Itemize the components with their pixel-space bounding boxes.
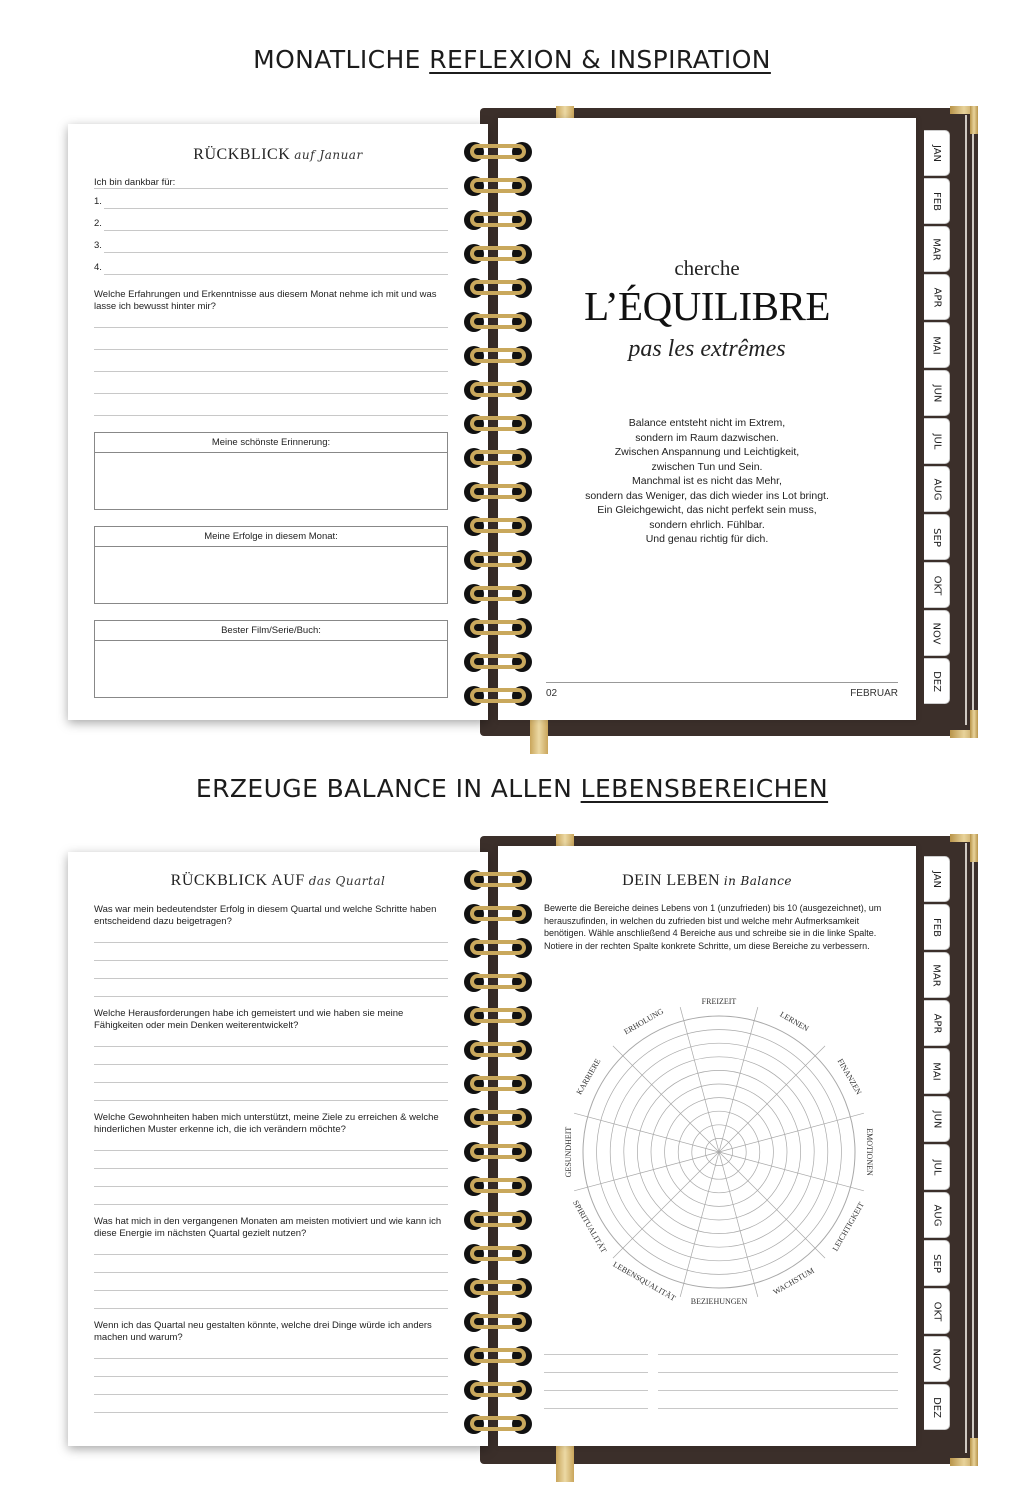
answer-line[interactable] — [104, 208, 448, 209]
spiral-ring — [464, 616, 532, 640]
spiral-ring — [464, 1242, 532, 1266]
spiral-ring — [464, 412, 532, 436]
spiral-ring — [464, 242, 532, 266]
ring-wire — [470, 1280, 526, 1295]
title-script: in Balance — [723, 874, 792, 888]
quarter-question: Wenn ich das Quartal neu gestalten könnte, welche drei Dinge würde ich anders machen und warum? — [94, 1320, 432, 1343]
ring-wire — [470, 1382, 526, 1397]
spiral-ring — [464, 1344, 532, 1368]
ring-wire — [470, 1416, 526, 1431]
month-tab-mai[interactable] — [924, 1048, 950, 1094]
wheel-spoke — [719, 1152, 758, 1297]
section-title-plain: ERZEUGE BALANCE IN ALLEN — [195, 774, 573, 803]
answer-line[interactable] — [94, 327, 448, 328]
month-tab-label: OKT — [930, 1301, 942, 1321]
answer-line[interactable] — [94, 349, 448, 350]
wheel-label-erholung: ERHOLUNG — [622, 1006, 665, 1037]
month-tab-label: JAN — [930, 144, 942, 162]
month-tab-jul[interactable] — [924, 418, 950, 464]
answer-line[interactable] — [94, 1358, 448, 1359]
gold-corner — [970, 834, 978, 862]
ring-wire — [470, 620, 526, 635]
ring-wire — [470, 654, 526, 669]
month-tab-dez[interactable] — [924, 1384, 950, 1430]
ring-wire — [470, 144, 526, 159]
quote-headline: L’ÉQUILIBRE — [584, 283, 830, 329]
ring-wire — [470, 212, 526, 227]
ring-wire — [470, 450, 526, 465]
media-box[interactable] — [94, 620, 448, 698]
spiral-ring — [464, 970, 532, 994]
month-tab-okt[interactable] — [924, 1288, 950, 1334]
ring-wire — [470, 484, 526, 499]
ring-wire — [470, 1246, 526, 1261]
wheel-spoke — [719, 1152, 864, 1191]
area-line[interactable] — [544, 1372, 648, 1373]
spiral-ring — [464, 650, 532, 674]
month-tab-label: FEB — [931, 917, 942, 937]
section-title-plain: MONATLICHE — [253, 45, 421, 74]
answer-line[interactable] — [94, 960, 448, 961]
month-tab-label: NOV — [931, 621, 942, 645]
wheel-label-freizeit: FREIZEIT — [701, 996, 737, 1006]
page-title: RÜCKBLICK AUF das Quartal — [170, 872, 386, 889]
spiral-ring — [464, 582, 532, 606]
bookmark-ribbon[interactable] — [556, 1446, 574, 1482]
wheel-label-lebensqualität: LEBENSQUALITÄT — [611, 1259, 678, 1303]
month-tab-nov[interactable] — [924, 1336, 950, 1382]
spiral-ring — [464, 1140, 532, 1164]
gold-corner — [970, 1438, 978, 1466]
wheel-label-karriere: KARRIERE — [574, 1057, 603, 1097]
answer-line[interactable] — [104, 252, 448, 253]
answer-line[interactable] — [104, 230, 448, 231]
month-tab-label: JUN — [931, 1110, 942, 1128]
body-line: sondern im Raum dazwischen. — [635, 431, 779, 444]
spiral-ring — [464, 1412, 532, 1436]
quarter-question: Was hat mich in den vergangenen Monaten am meisten motiviert und wie kann ich diese Energie im nächsten Quartal gezielt nutzen? — [94, 1216, 442, 1239]
wheel-label-spiritualität: SPIRITUALITÄT — [570, 1198, 609, 1255]
spiral-ring — [464, 1310, 532, 1334]
answer-line[interactable] — [94, 1412, 448, 1413]
ring-wire — [470, 552, 526, 567]
month-tab-apr[interactable] — [924, 1000, 950, 1046]
month-label: FEBRUAR — [850, 688, 898, 699]
right-page — [498, 118, 916, 720]
body-line: Zwischen Anspannung und Leichtigkeit, — [614, 446, 800, 458]
answer-line[interactable] — [94, 371, 448, 372]
wheel-label-finanzen: FINANZEN — [835, 1057, 864, 1097]
month-tab-label: JUL — [931, 1159, 942, 1175]
spiral-ring — [464, 936, 532, 960]
wheel-spoke — [613, 1046, 719, 1152]
month-tab-label: AUG — [930, 1204, 942, 1226]
spiral-ring — [464, 684, 532, 708]
box-heading: Meine Erfolge in diesem Monat: — [95, 527, 447, 547]
ring-wire — [470, 1110, 526, 1125]
month-tab-jan[interactable] — [924, 856, 950, 902]
answer-line[interactable] — [94, 978, 448, 979]
body-line: sondern ehrlich. Fühlbar. — [649, 518, 765, 531]
cover-edge-line — [972, 843, 974, 1453]
body-line: Ein Gleichgewicht, das nicht perfekt sein muss, — [597, 504, 817, 516]
body-line: sondern das Weniger, das dich wieder ins Lot bringt. — [585, 489, 829, 502]
section-title-underlined: REFLEXION & INSPIRATION — [429, 45, 771, 74]
wheel-label-leichtigkeit: LEICHTIGKEIT — [830, 1200, 867, 1253]
wheel-spoke — [719, 1152, 825, 1258]
answer-line[interactable] — [94, 1064, 448, 1065]
bookmark-ribbon[interactable] — [530, 718, 548, 754]
life-balance-wheel — [498, 978, 916, 1318]
body-line: Balance entsteht nicht im Extrem, — [628, 417, 786, 429]
month-tab-jun[interactable] — [924, 370, 950, 416]
section-title-reflexion — [0, 45, 1024, 74]
answer-line[interactable] — [94, 1204, 448, 1205]
spiral-ring — [464, 868, 532, 892]
month-tab-label: MAR — [930, 963, 942, 987]
area-line[interactable] — [544, 1354, 648, 1355]
answer-line[interactable] — [94, 1272, 448, 1273]
wheel-label-gesundheit: GESUNDHEIT — [563, 1126, 573, 1178]
cover-edge-line — [965, 843, 967, 1453]
spiral-ring — [464, 514, 532, 538]
month-tab-jul[interactable] — [924, 1144, 950, 1190]
spiral-ring — [464, 1174, 532, 1198]
area-line[interactable] — [544, 1390, 648, 1391]
month-tab-label: JAN — [930, 870, 942, 888]
spiral-ring — [464, 548, 532, 572]
quarter-question: Welche Herausforderungen habe ich gemeistert und wie haben sie meine Fähigkeiten oder mein Denken weiterentwickelt? — [94, 1008, 404, 1031]
ring-wire — [470, 1348, 526, 1363]
gold-corner — [970, 710, 978, 738]
ring-wire — [470, 906, 526, 921]
month-tab-label: DEZ — [931, 1396, 942, 1418]
ring-wire — [470, 1212, 526, 1227]
ring-wire — [470, 1314, 526, 1329]
footer-rule — [546, 682, 898, 683]
wheel-label-wachstum: WACHSTUM — [771, 1265, 816, 1297]
wheel-spoke — [719, 1046, 825, 1152]
spiral-ring — [464, 1276, 532, 1300]
month-tab-feb[interactable] — [924, 178, 950, 224]
month-tab-label: AUG — [930, 478, 942, 500]
grateful-item-number: 2. — [94, 218, 102, 229]
ring-wire — [470, 382, 526, 397]
month-tab-feb[interactable] — [924, 904, 950, 950]
ring-wire — [470, 1076, 526, 1091]
wheel-spoke — [680, 1007, 719, 1152]
answer-line[interactable] — [94, 996, 448, 997]
answer-line[interactable] — [94, 393, 448, 394]
body-line: Und genau richtig für dich. — [645, 533, 769, 545]
answer-line[interactable] — [94, 1376, 448, 1377]
ring-wire — [470, 246, 526, 261]
ring-wire — [470, 178, 526, 193]
ring-wire — [470, 1008, 526, 1023]
body-line: Manchmal ist es nicht das Mehr, — [632, 475, 782, 487]
grateful-item-number: 4. — [94, 262, 102, 273]
wheel-spoke — [574, 1113, 719, 1152]
box-heading: Meine schönste Erinnerung: — [95, 433, 447, 453]
month-tab-label: MAI — [930, 1061, 942, 1081]
answer-line[interactable] — [94, 1168, 448, 1169]
intro-text: Bewerte die Bereiche deines Lebens von 1 (unzufrieden) bis 10 (ausgezeichnet), um herauszufinden, in welchen du zufrieden bist und welche mehr Aufmerksamkeit benötigen. Wähle anschließend 4 Bereiche aus und schreibe sie in die linke Spalte. Notiere in der rechten Spalte konkrete Schritte, um diese Bereiche zu verbessern. — [544, 903, 882, 951]
month-tab-aug[interactable] — [924, 1192, 950, 1238]
ring-wire — [470, 688, 526, 703]
spiral-ring — [464, 344, 532, 368]
month-tab-label: DEZ — [931, 670, 942, 692]
ring-wire — [470, 974, 526, 989]
month-tab-label: JUL — [931, 433, 942, 449]
month-tab-label: MAR — [930, 237, 942, 261]
quote-small: cherche — [674, 256, 740, 280]
quarter-question: Was war mein bedeutendster Erfolg in diesem Quartal und welche Schritte haben entscheidend dazu beigetragen? — [94, 904, 437, 927]
month-tab-nov[interactable] — [924, 610, 950, 656]
answer-line[interactable] — [94, 1290, 448, 1291]
month-tab-okt[interactable] — [924, 562, 950, 608]
spiral-ring — [464, 1378, 532, 1402]
month-tab-sep[interactable] — [924, 1240, 950, 1286]
area-line[interactable] — [544, 1408, 648, 1409]
ring-wire — [470, 1042, 526, 1057]
quote-italic: pas les extrêmes — [628, 336, 786, 362]
section-title-balance — [0, 774, 1024, 803]
ring-wire — [470, 940, 526, 955]
month-tab-dez[interactable] — [924, 658, 950, 704]
wheel-spoke — [613, 1152, 719, 1258]
month-tab-label: SEP — [930, 527, 942, 547]
month-tab-mai[interactable] — [924, 322, 950, 368]
ring-wire — [470, 348, 526, 363]
left-page — [68, 124, 488, 720]
answer-line[interactable] — [94, 415, 448, 416]
step-line[interactable] — [658, 1390, 898, 1391]
title-script: auf Januar — [294, 148, 363, 162]
month-tab-label: OKT — [930, 575, 942, 595]
page-title: DEIN LEBEN in Balance — [622, 872, 792, 889]
spiral-ring — [464, 140, 532, 164]
spiral-ring — [464, 174, 532, 198]
ring-wire — [470, 1178, 526, 1193]
title-script: das Quartal — [308, 874, 386, 888]
month-tab-label: JUN — [931, 384, 942, 402]
section-title-underlined: LEBENSBEREICHEN — [580, 774, 829, 803]
ring-wire — [470, 586, 526, 601]
answer-line[interactable] — [94, 1186, 448, 1187]
spiral-ring — [464, 1004, 532, 1028]
spiral-ring — [464, 1106, 532, 1130]
ring-wire — [470, 1144, 526, 1159]
wheel-spoke — [719, 1007, 758, 1152]
ring-wire — [470, 314, 526, 329]
grateful-item-number: 3. — [94, 240, 102, 251]
cover-edge-line — [965, 115, 967, 725]
wheel-label-emotionen: EMOTIONEN — [865, 1128, 875, 1176]
answer-line[interactable] — [94, 1046, 448, 1047]
answer-line[interactable] — [94, 1308, 448, 1309]
reflection-question: Welche Erfahrungen und Erkenntnisse aus diesem Monat nehme ich mit und was lasse ich bewusst hinter mir? — [94, 289, 437, 312]
month-tab-aug[interactable] — [924, 466, 950, 512]
answer-line[interactable] — [94, 1254, 448, 1255]
wheel-spoke — [574, 1152, 719, 1191]
answer-line[interactable] — [94, 1394, 448, 1395]
quarter-question: Welche Gewohnheiten haben mich unterstützt, meine Ziele zu erreichen & welche hinderlichen Muster erkenne ich, die ich verändern möchte? — [94, 1112, 439, 1135]
ring-wire — [470, 872, 526, 887]
month-tab-mar[interactable] — [924, 226, 950, 272]
page-number: 02 — [546, 688, 558, 699]
month-tab-label: APR — [930, 287, 942, 307]
spiral-ring — [464, 310, 532, 334]
right-page — [498, 846, 916, 1446]
month-tab-sep[interactable] — [924, 514, 950, 560]
answer-line[interactable] — [94, 942, 448, 943]
wheel-label-beziehungen: BEZIEHUNGEN — [690, 1296, 748, 1306]
answer-line[interactable] — [104, 274, 448, 275]
spiral-ring — [464, 276, 532, 300]
month-tab-label: MAI — [930, 335, 942, 355]
spiral-ring — [464, 378, 532, 402]
month-tab-label: SEP — [930, 1253, 942, 1273]
answer-line[interactable] — [94, 1100, 448, 1101]
ring-wire — [470, 280, 526, 295]
box-heading: Bester Film/Serie/Buch: — [95, 621, 447, 641]
grateful-label: Ich bin dankbar für: — [94, 177, 176, 188]
spiral-ring — [464, 208, 532, 232]
spiral-ring — [464, 1208, 532, 1232]
answer-line[interactable] — [94, 1082, 448, 1083]
month-tab-mar[interactable] — [924, 952, 950, 998]
rule — [94, 188, 448, 189]
spiral-ring — [464, 480, 532, 504]
month-tab-label: NOV — [931, 1347, 942, 1371]
wheel-spoke — [719, 1113, 864, 1152]
spiral-ring — [464, 1072, 532, 1096]
spiral-ring — [464, 902, 532, 926]
month-tab-apr[interactable] — [924, 274, 950, 320]
grateful-item-number: 1. — [94, 196, 102, 207]
month-tab-label: FEB — [931, 191, 942, 211]
page-title: RÜCKBLICK auf Januar — [193, 146, 363, 163]
success-box[interactable] — [94, 526, 448, 604]
ring-wire — [470, 416, 526, 431]
step-line[interactable] — [658, 1354, 898, 1355]
answer-line[interactable] — [94, 1150, 448, 1151]
wheel-spoke — [680, 1152, 719, 1297]
month-tab-jun[interactable] — [924, 1096, 950, 1142]
spiral-ring — [464, 1038, 532, 1062]
month-tab-label: APR — [930, 1013, 942, 1033]
wheel-label-lernen: LERNEN — [778, 1009, 811, 1034]
left-page — [68, 852, 488, 1446]
memory-box[interactable] — [94, 432, 448, 510]
step-line[interactable] — [658, 1372, 898, 1373]
body-line: zwischen Tun und Sein. — [651, 460, 763, 473]
cover-edge-line — [972, 115, 974, 725]
step-line[interactable] — [658, 1408, 898, 1409]
gold-corner — [970, 106, 978, 134]
spiral-ring — [464, 446, 532, 470]
ring-wire — [470, 518, 526, 533]
month-tab-jan[interactable] — [924, 130, 950, 176]
